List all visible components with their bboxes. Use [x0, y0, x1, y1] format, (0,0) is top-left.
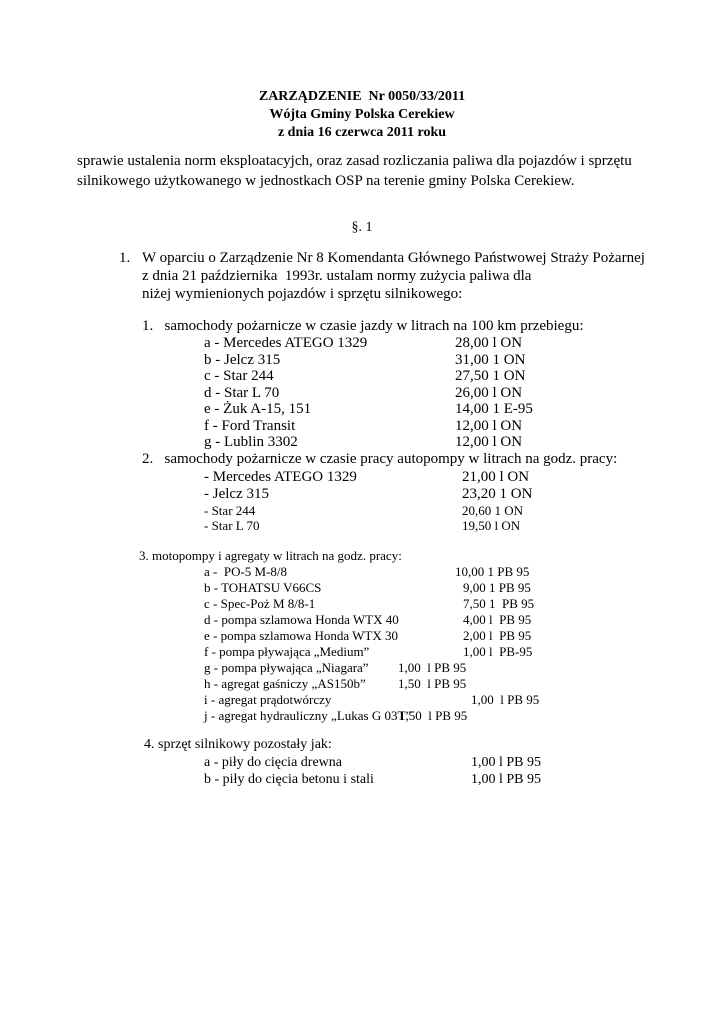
list1-item-name: f - Ford Transit: [204, 418, 296, 434]
list2-item-name: - Star 244: [204, 503, 256, 518]
document-date: z dnia 16 czerwca 2011 roku: [277, 125, 447, 140]
list1-item-value: 14,00 1 E-95: [455, 401, 533, 417]
list1-item-value: 31,00 1 ON: [455, 352, 526, 368]
list1-item-value: 28,00 l ON: [455, 335, 523, 351]
list2-item-name: - Mercedes ATEGO 1329: [204, 469, 357, 485]
list4-item-value: 1,00 l PB 95: [471, 755, 542, 770]
list2-item-value: 21,00 l ON: [462, 469, 530, 485]
intro-line-1: sprawie ustalenia norm eksploatacyjch, oraz zasad rozliczania paliwa dla pojazdów i sprzętu: [77, 153, 632, 169]
point-number: 1.: [119, 250, 131, 266]
list3-item-name: j - agregat hydrauliczny „Lukas G 03T”: [204, 708, 412, 723]
list3-item-value: 2,00 l PB 95: [463, 628, 532, 643]
list1-item-name: d - Star L 70: [204, 385, 280, 401]
list2-item-name: - Jelcz 315: [204, 486, 269, 502]
list3-item-name: e - pompa szlamowa Honda WTX 30: [204, 628, 398, 643]
list3-item-value: 1,00 l PB 95: [471, 692, 540, 707]
list3-item-value: 1,50 l PB 95: [398, 676, 467, 691]
list3-header: 3. motopompy i agregaty w litrach na godz. pracy:: [139, 548, 402, 563]
list3-item-name: b - TOHATSU V66CS: [204, 580, 322, 595]
list3-item-name: g - pompa pływająca „Niagara”: [204, 660, 369, 675]
list4-item-name: a - piły do cięcia drewna: [204, 755, 342, 770]
list3-item-name: c - Spec-Poż M 8/8-1: [204, 596, 316, 611]
section-mark: §. 1: [351, 220, 373, 235]
list3-item-value: 1,00 l PB-95: [463, 644, 533, 659]
list3-item-value: 4,00 l PB 95: [463, 612, 532, 627]
list2-item-value: 19,50 l ON: [462, 518, 521, 533]
list1-item-name: a - Mercedes ATEGO 1329: [204, 335, 368, 351]
list1-item-value: 12,00 l ON: [455, 434, 523, 450]
list3-item-name: d - pompa szlamowa Honda WTX 40: [204, 612, 399, 627]
list3-item-name: a - PO-5 M-8/8: [204, 564, 288, 579]
list1-item-name: e - Żuk A-15, 151: [204, 401, 312, 417]
list3-item-value: 7,50 1 PB 95: [463, 596, 535, 611]
list4-item-name: b - piły do cięcia betonu i stali: [204, 772, 374, 787]
document-issuer: Wójta Gminy Polska Cerekiew: [269, 107, 455, 122]
list2-item-value: 20,60 1 ON: [462, 503, 524, 518]
list3-item-name: f - pompa pływająca „Medium”: [204, 644, 370, 659]
list1-item-value: 12,00 l ON: [455, 418, 523, 434]
list3-item-name: i - agregat prądotwórczy: [204, 692, 332, 707]
list3-item-name: h - agregat gaśniczy „AS150b”: [204, 676, 366, 691]
list2-item-name: - Star L 70: [204, 518, 260, 533]
document-title: ZARZĄDZENIE Nr 0050/33/2011: [258, 89, 466, 104]
list4-item-value: 1,00 l PB 95: [471, 772, 542, 787]
list3-item-value: 9,00 1 PB 95: [463, 580, 531, 595]
list1-header: 1. samochody pożarnicze w czasie jazdy w litrach na 100 km przebiegu:: [142, 318, 584, 334]
list3-item-value: 1,00 l PB 95: [398, 660, 467, 675]
list1-item-name: b - Jelcz 315: [204, 352, 281, 368]
list3-item-value: 10,00 1 PB 95: [455, 564, 530, 579]
list2-header: 2. samochody pożarnicze w czasie pracy autopompy w litrach na godz. pracy:: [142, 451, 618, 467]
point-line-3: niżej wymienionych pojazdów i sprzętu silnikowego:: [142, 286, 463, 302]
list2-item-value: 23,20 1 ON: [462, 486, 533, 502]
point-line-2: z dnia 21 października 1993r. ustalam normy zużycia paliwa dla: [142, 268, 532, 284]
list1-item-value: 27,50 1 ON: [455, 368, 526, 384]
list1-item-name: c - Star 244: [204, 368, 274, 384]
list1-item-name: g - Lublin 3302: [204, 434, 298, 450]
list1-item-value: 26,00 l ON: [455, 385, 523, 401]
point-line-1: W oparciu o Zarządzenie Nr 8 Komendanta Głównego Państwowej Straży Pożarnej: [142, 250, 645, 266]
list3-item-value: 1,50 l PB 95: [399, 708, 468, 723]
list4-header: 4. sprzęt silnikowy pozostały jak:: [144, 737, 332, 752]
intro-line-2: silnikowego użytkowanego w jednostkach OSP na terenie gminy Polska Cerekiew.: [77, 173, 575, 189]
